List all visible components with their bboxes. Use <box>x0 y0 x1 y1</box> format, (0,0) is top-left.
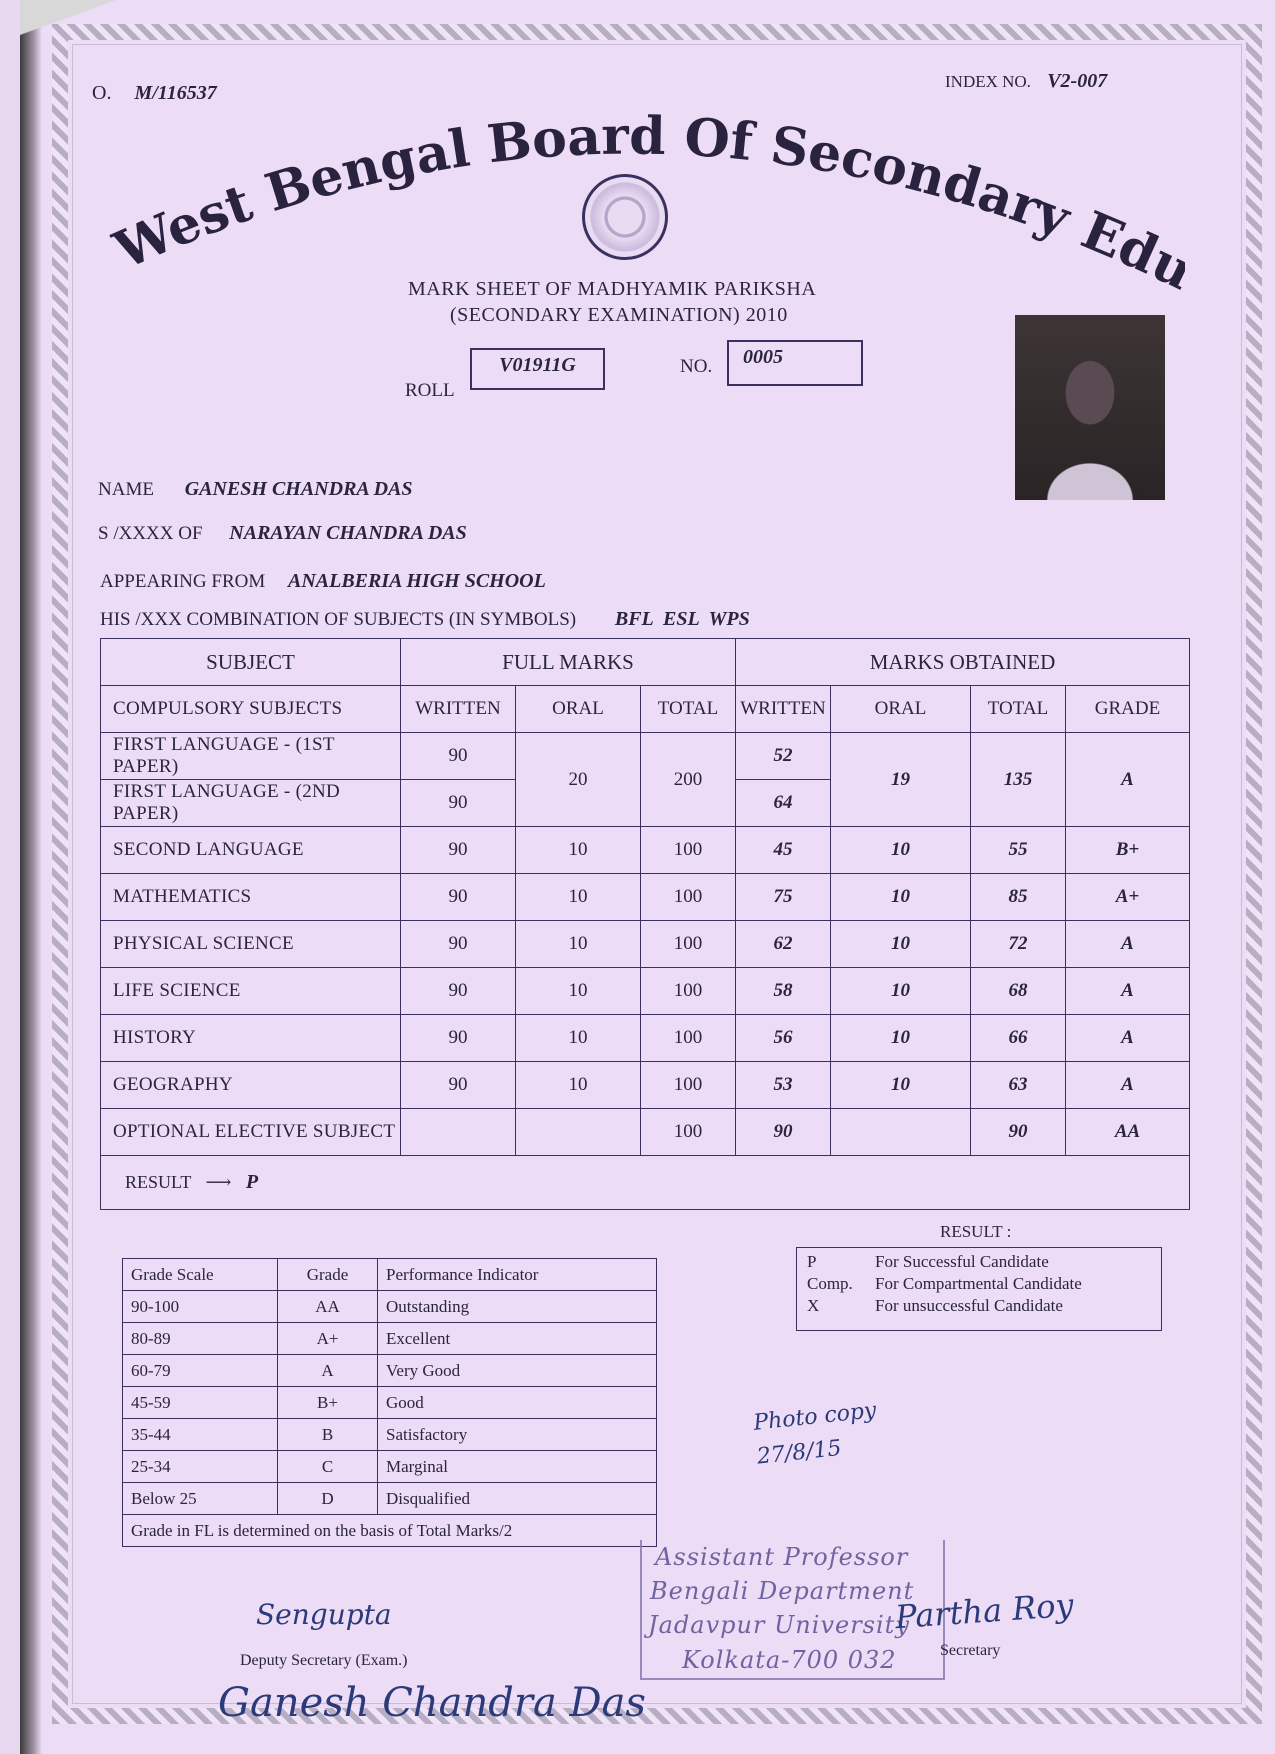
secretary-label: Secretary <box>940 1642 1001 1659</box>
header-full-written: WRITTEN <box>401 686 516 733</box>
deputy-secretary-label: Deputy Secretary (Exam.) <box>240 1652 408 1669</box>
full-written: 90 <box>401 733 516 780</box>
grade-range: 90-100 <box>123 1291 278 1323</box>
full-total: 200 <box>641 733 736 827</box>
header-full-oral: ORAL <box>516 686 641 733</box>
obtained-written: 45 <box>736 827 831 874</box>
result-row <box>101 1156 1190 1210</box>
handwritten-note: Photo copy 27/8/15 <box>752 1398 878 1470</box>
obtained-written: 53 <box>736 1062 831 1109</box>
scan-edge-shadow <box>20 0 42 1754</box>
table-subheader-row <box>101 686 1190 733</box>
obtained-written: 90 <box>736 1109 831 1156</box>
roll-no-label: NO. <box>680 356 713 377</box>
school-row <box>100 570 546 593</box>
candidate-signature: Ganesh Chandra Das <box>218 1680 646 1726</box>
grade-letter: AA <box>278 1291 378 1323</box>
legend-key: X <box>807 1296 820 1315</box>
obtained-total: 135 <box>971 733 1066 827</box>
full-total: 100 <box>641 921 736 968</box>
result-label: RESULT <box>125 1172 192 1192</box>
grade: AA <box>1066 1109 1190 1156</box>
stamp-line-2: Bengali Department <box>650 1577 915 1605</box>
full-total: 100 <box>641 1109 736 1156</box>
obtained-oral: 10 <box>831 968 971 1015</box>
grade: A <box>1066 733 1190 827</box>
grade: A <box>1066 1062 1190 1109</box>
arrow-right-icon: ⟶ <box>205 1172 232 1192</box>
legend-value: For unsuccessful Candidate <box>875 1296 1063 1315</box>
subject-first-language-1: FIRST LANGUAGE - (1ST PAPER) <box>101 733 401 780</box>
result-value: P <box>245 1171 259 1193</box>
grade-letter: A <box>278 1355 378 1387</box>
sheet-title: MARK SHEET OF MADHYAMIK PARIKSHA <box>408 278 817 300</box>
full-oral: 20 <box>516 733 641 827</box>
header-compulsory: COMPULSORY SUBJECTS <box>101 686 401 733</box>
subject-name: HISTORY <box>101 1015 401 1062</box>
grade-letter: B <box>278 1419 378 1451</box>
list-item <box>123 1291 657 1323</box>
obtained-total: 55 <box>971 827 1066 874</box>
obtained-oral: 19 <box>831 733 971 827</box>
sheet-subtitle: (SECONDARY EXAMINATION) 2010 <box>450 304 788 326</box>
obtained-total: 63 <box>971 1062 1066 1109</box>
header-ob-total: TOTAL <box>971 686 1066 733</box>
full-total: 100 <box>641 968 736 1015</box>
obtained-total: 66 <box>971 1015 1066 1062</box>
grade-range: 80-89 <box>123 1323 278 1355</box>
table-row <box>101 921 1190 968</box>
grade: B+ <box>1066 827 1190 874</box>
table-header-row <box>101 639 1190 686</box>
table-row <box>101 968 1190 1015</box>
full-written: 90 <box>401 921 516 968</box>
obtained-oral: 10 <box>831 874 971 921</box>
full-total: 100 <box>641 827 736 874</box>
combination-row <box>100 608 750 631</box>
full-oral <box>516 1109 641 1156</box>
index-value: V2-007 <box>1047 70 1108 92</box>
parent-value: NARAYAN CHANDRA DAS <box>229 522 467 544</box>
grade-letter: B+ <box>278 1387 378 1419</box>
table-row <box>101 1015 1190 1062</box>
list-item <box>123 1355 657 1387</box>
obtained-total: 85 <box>971 874 1066 921</box>
grade-indicator: Excellent <box>378 1323 657 1355</box>
header-ob-written: WRITTEN <box>736 686 831 733</box>
grade-scale-note: Grade in FL is determined on the basis of Total Marks/2 <box>123 1515 657 1547</box>
result-cell <box>101 1156 1190 1210</box>
full-written: 90 <box>401 1062 516 1109</box>
full-total: 100 <box>641 874 736 921</box>
stamp-line-3: Jadavpur University <box>648 1611 910 1639</box>
full-oral: 10 <box>516 1015 641 1062</box>
grade-letter: D <box>278 1483 378 1515</box>
grade-scale-header <box>123 1259 657 1291</box>
full-written: 90 <box>401 1015 516 1062</box>
parent-label: S /XXXX OF <box>98 523 203 544</box>
obtained-written: 52 <box>736 733 831 780</box>
list-item <box>123 1387 657 1419</box>
obtained-written: 75 <box>736 874 831 921</box>
grade-scale-table <box>122 1258 657 1547</box>
deputy-signature: Sengupta <box>256 1598 392 1631</box>
table-row <box>101 733 1190 780</box>
grade-range: 45-59 <box>123 1387 278 1419</box>
grade-range: 35-44 <box>123 1419 278 1451</box>
stamp-line-1: Assistant Professor <box>655 1543 909 1571</box>
obtained-oral: 10 <box>831 921 971 968</box>
combination-label: HIS /XXX COMBINATION OF SUBJECTS (IN SYMBOLS) <box>100 609 577 630</box>
grade-letter: A+ <box>278 1323 378 1355</box>
grade-range: 25-34 <box>123 1451 278 1483</box>
full-oral: 10 <box>516 1062 641 1109</box>
obtained-written: 62 <box>736 921 831 968</box>
grade: A+ <box>1066 874 1190 921</box>
grade-scale-header-indicator: Performance Indicator <box>378 1259 657 1291</box>
serial-prefix: O. <box>92 82 112 104</box>
full-oral: 10 <box>516 874 641 921</box>
obtained-oral: 10 <box>831 1015 971 1062</box>
header-full-marks: FULL MARKS <box>401 639 736 686</box>
header-ob-oral: ORAL <box>831 686 971 733</box>
grade-indicator: Marginal <box>378 1451 657 1483</box>
serial-value: M/116537 <box>134 82 217 104</box>
full-written: 90 <box>401 874 516 921</box>
table-row <box>101 827 1190 874</box>
grade: A <box>1066 968 1190 1015</box>
table-row <box>101 874 1190 921</box>
list-item <box>123 1451 657 1483</box>
grade-scale-note-row <box>123 1515 657 1547</box>
grade-letter: C <box>278 1451 378 1483</box>
name-label: NAME <box>98 479 154 500</box>
parent-row <box>98 522 467 545</box>
subject-name: PHYSICAL SCIENCE <box>101 921 401 968</box>
roll-value: V01911G <box>470 348 605 390</box>
grade-scale-header-grade: Grade <box>278 1259 378 1291</box>
table-row <box>101 1062 1190 1109</box>
index-label: INDEX NO. <box>945 72 1031 91</box>
header-full-total: TOTAL <box>641 686 736 733</box>
obtained-total: 68 <box>971 968 1066 1015</box>
school-value: ANALBERIA HIGH SCHOOL <box>287 570 546 592</box>
grade-range: Below 25 <box>123 1483 278 1515</box>
candidate-photo <box>1015 315 1165 500</box>
result-legend <box>796 1247 1162 1331</box>
subject-name: SECOND LANGUAGE <box>101 827 401 874</box>
name-value: GANESH CHANDRA DAS <box>184 478 413 500</box>
list-item <box>123 1323 657 1355</box>
roll-label: ROLL <box>405 380 455 401</box>
list-item <box>807 1252 1151 1274</box>
board-emblem-icon <box>582 174 668 260</box>
subject-name: OPTIONAL ELECTIVE SUBJECT <box>101 1109 401 1156</box>
subject-name: GEOGRAPHY <box>101 1062 401 1109</box>
grade-scale-header-range: Grade Scale <box>123 1259 278 1291</box>
list-item <box>807 1274 1151 1296</box>
grade: A <box>1066 1015 1190 1062</box>
header-subject: SUBJECT <box>101 639 401 686</box>
full-oral: 10 <box>516 921 641 968</box>
name-row <box>98 478 413 501</box>
combination-value: BFL ESL WPS <box>614 608 750 630</box>
subject-name: MATHEMATICS <box>101 874 401 921</box>
grade-indicator: Outstanding <box>378 1291 657 1323</box>
list-item <box>807 1296 1151 1318</box>
legend-key: P <box>807 1252 817 1271</box>
obtained-total: 90 <box>971 1109 1066 1156</box>
grade-indicator: Very Good <box>378 1355 657 1387</box>
obtained-written: 58 <box>736 968 831 1015</box>
header-marks-obtained: MARKS OBTAINED <box>736 639 1190 686</box>
result-legend-title: RESULT : <box>940 1222 1012 1241</box>
full-written: 90 <box>401 827 516 874</box>
full-oral: 10 <box>516 968 641 1015</box>
marks-table <box>100 638 1190 1210</box>
grade-indicator: Good <box>378 1387 657 1419</box>
full-written <box>401 1109 516 1156</box>
obtained-oral <box>831 1109 971 1156</box>
legend-value: For Successful Candidate <box>875 1252 1049 1271</box>
board-title-text: West Bengal Board Of Secondary Ed <box>105 105 1168 287</box>
full-total: 100 <box>641 1062 736 1109</box>
legend-key: Comp. <box>807 1274 853 1293</box>
full-written: 90 <box>401 968 516 1015</box>
obtained-written: 64 <box>736 780 831 827</box>
obtained-oral: 10 <box>831 827 971 874</box>
grade: A <box>1066 921 1190 968</box>
subject-first-language-2: FIRST LANGUAGE - (2ND PAPER) <box>101 780 401 827</box>
obtained-total: 72 <box>971 921 1066 968</box>
school-label: APPEARING FROM <box>100 571 266 592</box>
full-written: 90 <box>401 780 516 827</box>
grade-range: 60-79 <box>123 1355 278 1387</box>
header-grade: GRADE <box>1066 686 1190 733</box>
grade-indicator: Disqualified <box>378 1483 657 1515</box>
stamp-line-4: Kolkata-700 032 <box>682 1646 897 1674</box>
list-item <box>123 1419 657 1451</box>
obtained-written: 56 <box>736 1015 831 1062</box>
roll-no-value: 0005 <box>727 340 863 386</box>
legend-value: For Compartmental Candidate <box>875 1274 1082 1293</box>
obtained-oral: 10 <box>831 1062 971 1109</box>
list-item <box>123 1483 657 1515</box>
full-total: 100 <box>641 1015 736 1062</box>
table-row <box>101 1109 1190 1156</box>
grade-indicator: Satisfactory <box>378 1419 657 1451</box>
subject-name: LIFE SCIENCE <box>101 968 401 1015</box>
full-oral: 10 <box>516 827 641 874</box>
secretary-signature: Partha Roy <box>893 1585 1075 1637</box>
